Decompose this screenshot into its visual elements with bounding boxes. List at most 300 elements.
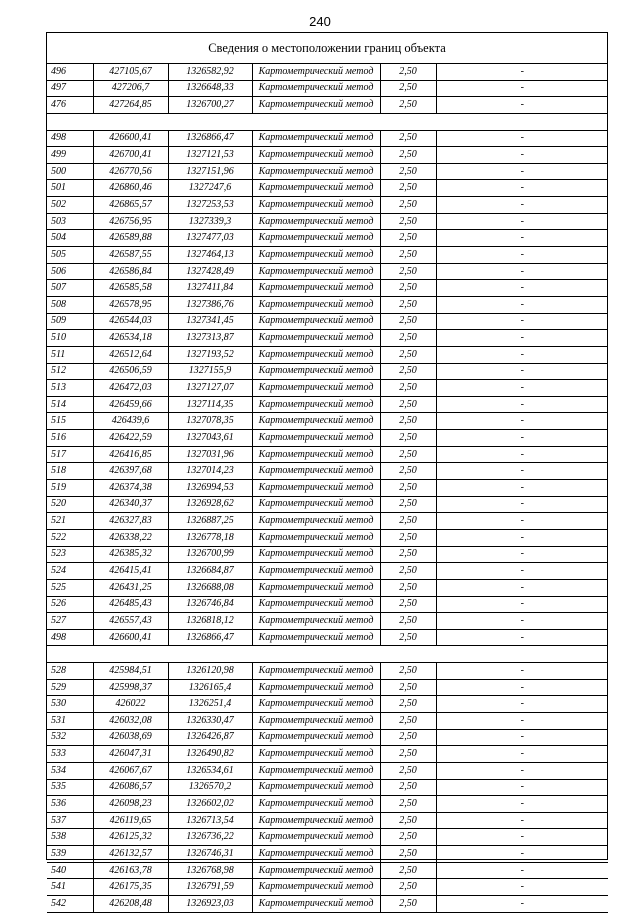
x-coordinate: 426485,43 bbox=[93, 596, 168, 613]
note: - bbox=[436, 679, 608, 696]
x-coordinate: 426544,03 bbox=[93, 313, 168, 330]
point-number: 524 bbox=[47, 563, 93, 580]
note: - bbox=[436, 147, 608, 164]
table-row bbox=[47, 363, 608, 380]
point-number: 531 bbox=[47, 712, 93, 729]
table-row bbox=[47, 180, 608, 197]
note: - bbox=[436, 280, 608, 297]
method: Картометрический метод bbox=[252, 463, 380, 480]
table-row bbox=[47, 629, 608, 646]
method: Картометрический метод bbox=[252, 446, 380, 463]
table-row bbox=[47, 263, 608, 280]
note: - bbox=[436, 163, 608, 180]
point-number: 513 bbox=[47, 380, 93, 397]
x-coordinate: 426600,41 bbox=[93, 629, 168, 646]
table-row bbox=[47, 862, 608, 879]
accuracy: 2,50 bbox=[380, 247, 436, 264]
method: Картометрический метод bbox=[252, 546, 380, 563]
x-coordinate: 426397,68 bbox=[93, 463, 168, 480]
y-coordinate: 1327428,49 bbox=[168, 263, 252, 280]
note: - bbox=[436, 346, 608, 363]
y-coordinate: 1327253,53 bbox=[168, 197, 252, 214]
note: - bbox=[436, 579, 608, 596]
method: Картометрический метод bbox=[252, 413, 380, 430]
note: - bbox=[436, 663, 608, 680]
y-coordinate: 1326768,98 bbox=[168, 862, 252, 879]
method: Картометрический метод bbox=[252, 796, 380, 813]
point-number: 523 bbox=[47, 546, 93, 563]
table-row bbox=[47, 529, 608, 546]
x-coordinate: 426439,6 bbox=[93, 413, 168, 430]
y-coordinate: 1326866,47 bbox=[168, 130, 252, 147]
x-coordinate: 426431,25 bbox=[93, 579, 168, 596]
group-separator bbox=[47, 646, 608, 663]
accuracy: 2,50 bbox=[380, 147, 436, 164]
x-coordinate: 426416,85 bbox=[93, 446, 168, 463]
y-coordinate: 1326165,4 bbox=[168, 679, 252, 696]
y-coordinate: 1326602,02 bbox=[168, 796, 252, 813]
point-number: 536 bbox=[47, 796, 93, 813]
y-coordinate: 1327341,45 bbox=[168, 313, 252, 330]
method: Картометрический метод bbox=[252, 779, 380, 796]
note: - bbox=[436, 130, 608, 147]
method: Картометрический метод bbox=[252, 346, 380, 363]
table-row bbox=[47, 97, 608, 114]
point-number: 496 bbox=[47, 64, 93, 80]
method: Картометрический метод bbox=[252, 762, 380, 779]
method: Картометрический метод bbox=[252, 896, 380, 913]
y-coordinate: 1326818,12 bbox=[168, 613, 252, 630]
accuracy: 2,50 bbox=[380, 380, 436, 397]
table-row bbox=[47, 829, 608, 846]
group-separator bbox=[47, 113, 608, 130]
note: - bbox=[436, 296, 608, 313]
point-number: 526 bbox=[47, 596, 93, 613]
accuracy: 2,50 bbox=[380, 663, 436, 680]
method: Картометрический метод bbox=[252, 163, 380, 180]
x-coordinate: 426422,59 bbox=[93, 430, 168, 447]
note: - bbox=[436, 613, 608, 630]
y-coordinate: 1326994,53 bbox=[168, 480, 252, 497]
note: - bbox=[436, 829, 608, 846]
method: Картометрический метод bbox=[252, 313, 380, 330]
y-coordinate: 1326490,82 bbox=[168, 746, 252, 763]
y-coordinate: 1326866,47 bbox=[168, 629, 252, 646]
x-coordinate: 426125,32 bbox=[93, 829, 168, 846]
x-coordinate: 426585,58 bbox=[93, 280, 168, 297]
accuracy: 2,50 bbox=[380, 230, 436, 247]
method: Картометрический метод bbox=[252, 247, 380, 264]
table-row bbox=[47, 396, 608, 413]
table-row bbox=[47, 846, 608, 863]
point-number: 537 bbox=[47, 812, 93, 829]
accuracy: 2,50 bbox=[380, 613, 436, 630]
table-row bbox=[47, 796, 608, 813]
point-number: 506 bbox=[47, 263, 93, 280]
point-number: 533 bbox=[47, 746, 93, 763]
x-coordinate: 426756,95 bbox=[93, 213, 168, 230]
note: - bbox=[436, 696, 608, 713]
accuracy: 2,50 bbox=[380, 563, 436, 580]
method: Картометрический метод bbox=[252, 746, 380, 763]
table-row bbox=[47, 596, 608, 613]
accuracy: 2,50 bbox=[380, 163, 436, 180]
table-row bbox=[47, 729, 608, 746]
method: Картометрический метод bbox=[252, 80, 380, 97]
method: Картометрический метод bbox=[252, 280, 380, 297]
note: - bbox=[436, 812, 608, 829]
x-coordinate: 426586,84 bbox=[93, 263, 168, 280]
point-number: 503 bbox=[47, 213, 93, 230]
x-coordinate: 426047,31 bbox=[93, 746, 168, 763]
method: Картометрический метод bbox=[252, 496, 380, 513]
x-coordinate: 426385,32 bbox=[93, 546, 168, 563]
note: - bbox=[436, 463, 608, 480]
table-row bbox=[47, 513, 608, 530]
accuracy: 2,50 bbox=[380, 280, 436, 297]
method: Картометрический метод bbox=[252, 97, 380, 114]
note: - bbox=[436, 546, 608, 563]
point-number: 522 bbox=[47, 529, 93, 546]
y-coordinate: 1327031,96 bbox=[168, 446, 252, 463]
point-number: 521 bbox=[47, 513, 93, 530]
x-coordinate: 426865,57 bbox=[93, 197, 168, 214]
table-row bbox=[47, 563, 608, 580]
table-row bbox=[47, 663, 608, 680]
point-number: 505 bbox=[47, 247, 93, 264]
x-coordinate: 426374,38 bbox=[93, 480, 168, 497]
accuracy: 2,50 bbox=[380, 829, 436, 846]
x-coordinate: 426067,67 bbox=[93, 762, 168, 779]
accuracy: 2,50 bbox=[380, 363, 436, 380]
note: - bbox=[436, 430, 608, 447]
method: Картометрический метод bbox=[252, 197, 380, 214]
table-row bbox=[47, 280, 608, 297]
y-coordinate: 1327411,84 bbox=[168, 280, 252, 297]
x-coordinate: 426022 bbox=[93, 696, 168, 713]
point-number: 516 bbox=[47, 430, 93, 447]
x-coordinate: 426098,23 bbox=[93, 796, 168, 813]
point-number: 530 bbox=[47, 696, 93, 713]
point-number: 542 bbox=[47, 896, 93, 913]
point-number: 528 bbox=[47, 663, 93, 680]
x-coordinate: 426132,57 bbox=[93, 846, 168, 863]
point-number: 520 bbox=[47, 496, 93, 513]
x-coordinate: 425998,37 bbox=[93, 679, 168, 696]
table-row bbox=[47, 496, 608, 513]
note: - bbox=[436, 746, 608, 763]
table-row bbox=[47, 896, 608, 913]
point-number: 500 bbox=[47, 163, 93, 180]
note: - bbox=[436, 380, 608, 397]
x-coordinate: 426032,08 bbox=[93, 712, 168, 729]
table-row bbox=[47, 762, 608, 779]
table-row bbox=[47, 746, 608, 763]
note: - bbox=[436, 80, 608, 97]
x-coordinate: 426512,64 bbox=[93, 346, 168, 363]
method: Картометрический метод bbox=[252, 64, 380, 80]
method: Картометрический метод bbox=[252, 430, 380, 447]
y-coordinate: 1327339,3 bbox=[168, 213, 252, 230]
note: - bbox=[436, 496, 608, 513]
note: - bbox=[436, 762, 608, 779]
note: - bbox=[436, 629, 608, 646]
method: Картометрический метод bbox=[252, 846, 380, 863]
point-number: 519 bbox=[47, 480, 93, 497]
note: - bbox=[436, 363, 608, 380]
accuracy: 2,50 bbox=[380, 879, 436, 896]
accuracy: 2,50 bbox=[380, 396, 436, 413]
point-number: 535 bbox=[47, 779, 93, 796]
note: - bbox=[436, 712, 608, 729]
y-coordinate: 1326330,47 bbox=[168, 712, 252, 729]
accuracy: 2,50 bbox=[380, 346, 436, 363]
table-row bbox=[47, 230, 608, 247]
y-coordinate: 1327151,96 bbox=[168, 163, 252, 180]
accuracy: 2,50 bbox=[380, 430, 436, 447]
table-row bbox=[47, 480, 608, 497]
table-row bbox=[47, 679, 608, 696]
table-row bbox=[47, 346, 608, 363]
accuracy: 2,50 bbox=[380, 130, 436, 147]
x-coordinate: 426600,41 bbox=[93, 130, 168, 147]
table-row bbox=[47, 213, 608, 230]
table-row bbox=[47, 712, 608, 729]
note: - bbox=[436, 729, 608, 746]
point-number: 476 bbox=[47, 97, 93, 114]
x-coordinate: 426338,22 bbox=[93, 529, 168, 546]
x-coordinate: 426163,78 bbox=[93, 862, 168, 879]
table-row bbox=[47, 64, 608, 80]
method: Картометрический метод bbox=[252, 563, 380, 580]
x-coordinate: 426340,37 bbox=[93, 496, 168, 513]
point-number: 497 bbox=[47, 80, 93, 97]
table-row bbox=[47, 313, 608, 330]
y-coordinate: 1326746,84 bbox=[168, 596, 252, 613]
y-coordinate: 1327155,9 bbox=[168, 363, 252, 380]
y-coordinate: 1326582,92 bbox=[168, 64, 252, 80]
method: Картометрический метод bbox=[252, 579, 380, 596]
method: Картометрический метод bbox=[252, 230, 380, 247]
x-coordinate: 426038,69 bbox=[93, 729, 168, 746]
x-coordinate: 427206,7 bbox=[93, 80, 168, 97]
table-row bbox=[47, 430, 608, 447]
note: - bbox=[436, 180, 608, 197]
y-coordinate: 1326778,18 bbox=[168, 529, 252, 546]
point-number: 511 bbox=[47, 346, 93, 363]
point-number: 541 bbox=[47, 879, 93, 896]
x-coordinate: 426557,43 bbox=[93, 613, 168, 630]
table-row bbox=[47, 696, 608, 713]
accuracy: 2,50 bbox=[380, 846, 436, 863]
y-coordinate: 1326688,08 bbox=[168, 579, 252, 596]
y-coordinate: 1326570,2 bbox=[168, 779, 252, 796]
x-coordinate: 426578,95 bbox=[93, 296, 168, 313]
accuracy: 2,50 bbox=[380, 796, 436, 813]
accuracy: 2,50 bbox=[380, 596, 436, 613]
table-row bbox=[47, 80, 608, 97]
y-coordinate: 1327043,61 bbox=[168, 430, 252, 447]
y-coordinate: 1326534,61 bbox=[168, 762, 252, 779]
note: - bbox=[436, 862, 608, 879]
y-coordinate: 1326700,27 bbox=[168, 97, 252, 114]
table-row bbox=[47, 130, 608, 147]
boundary-table-frame bbox=[46, 32, 608, 909]
method: Картометрический метод bbox=[252, 829, 380, 846]
point-number: 512 bbox=[47, 363, 93, 380]
point-number: 515 bbox=[47, 413, 93, 430]
accuracy: 2,50 bbox=[380, 762, 436, 779]
x-coordinate: 426534,18 bbox=[93, 330, 168, 347]
x-coordinate: 426472,03 bbox=[93, 380, 168, 397]
accuracy: 2,50 bbox=[380, 313, 436, 330]
accuracy: 2,50 bbox=[380, 180, 436, 197]
y-coordinate: 1327386,76 bbox=[168, 296, 252, 313]
accuracy: 2,50 bbox=[380, 496, 436, 513]
x-coordinate: 426589,88 bbox=[93, 230, 168, 247]
x-coordinate: 426700,41 bbox=[93, 147, 168, 164]
x-coordinate: 427264,85 bbox=[93, 97, 168, 114]
note: - bbox=[436, 197, 608, 214]
method: Картометрический метод bbox=[252, 513, 380, 530]
table-row bbox=[47, 247, 608, 264]
method: Картометрический метод bbox=[252, 679, 380, 696]
y-coordinate: 1327464,13 bbox=[168, 247, 252, 264]
point-number: 510 bbox=[47, 330, 93, 347]
note: - bbox=[436, 896, 608, 913]
accuracy: 2,50 bbox=[380, 862, 436, 879]
y-coordinate: 1327193,52 bbox=[168, 346, 252, 363]
note: - bbox=[436, 480, 608, 497]
point-number: 518 bbox=[47, 463, 93, 480]
method: Картометрический метод bbox=[252, 130, 380, 147]
note: - bbox=[436, 64, 608, 80]
method: Картометрический метод bbox=[252, 330, 380, 347]
point-number: 509 bbox=[47, 313, 93, 330]
table-row bbox=[47, 812, 608, 829]
accuracy: 2,50 bbox=[380, 97, 436, 114]
note: - bbox=[436, 230, 608, 247]
x-coordinate: 426506,59 bbox=[93, 363, 168, 380]
method: Картометрический метод bbox=[252, 529, 380, 546]
group-separator-cell bbox=[47, 113, 608, 130]
table-row bbox=[47, 546, 608, 563]
method: Картометрический метод bbox=[252, 729, 380, 746]
note: - bbox=[436, 879, 608, 896]
accuracy: 2,50 bbox=[380, 80, 436, 97]
y-coordinate: 1327247,6 bbox=[168, 180, 252, 197]
note: - bbox=[436, 529, 608, 546]
note: - bbox=[436, 263, 608, 280]
method: Картометрический метод bbox=[252, 213, 380, 230]
point-number: 525 bbox=[47, 579, 93, 596]
accuracy: 2,50 bbox=[380, 480, 436, 497]
y-coordinate: 1326713,54 bbox=[168, 812, 252, 829]
point-number: 540 bbox=[47, 862, 93, 879]
method: Картометрический метод bbox=[252, 480, 380, 497]
point-number: 508 bbox=[47, 296, 93, 313]
accuracy: 2,50 bbox=[380, 529, 436, 546]
point-number: 504 bbox=[47, 230, 93, 247]
x-coordinate: 426208,48 bbox=[93, 896, 168, 913]
point-number: 514 bbox=[47, 396, 93, 413]
y-coordinate: 1327014,23 bbox=[168, 463, 252, 480]
table-row bbox=[47, 197, 608, 214]
point-number: 538 bbox=[47, 829, 93, 846]
x-coordinate: 426415,41 bbox=[93, 563, 168, 580]
accuracy: 2,50 bbox=[380, 712, 436, 729]
table-row bbox=[47, 413, 608, 430]
accuracy: 2,50 bbox=[380, 696, 436, 713]
x-coordinate: 426770,56 bbox=[93, 163, 168, 180]
accuracy: 2,50 bbox=[380, 513, 436, 530]
y-coordinate: 1326746,31 bbox=[168, 846, 252, 863]
page-number: 240 bbox=[309, 14, 331, 29]
table-row bbox=[47, 163, 608, 180]
table-row bbox=[47, 613, 608, 630]
method: Картометрический метод bbox=[252, 596, 380, 613]
note: - bbox=[436, 97, 608, 114]
method: Картометрический метод bbox=[252, 613, 380, 630]
y-coordinate: 1326426,87 bbox=[168, 729, 252, 746]
y-coordinate: 1327313,87 bbox=[168, 330, 252, 347]
x-coordinate: 426459,66 bbox=[93, 396, 168, 413]
table-heading: Сведения о местоположении границ объекта bbox=[47, 33, 607, 64]
y-coordinate: 1327121,53 bbox=[168, 147, 252, 164]
method: Картометрический метод bbox=[252, 812, 380, 829]
note: - bbox=[436, 779, 608, 796]
accuracy: 2,50 bbox=[380, 629, 436, 646]
point-number: 527 bbox=[47, 613, 93, 630]
x-coordinate: 426587,55 bbox=[93, 247, 168, 264]
accuracy: 2,50 bbox=[380, 579, 436, 596]
accuracy: 2,50 bbox=[380, 746, 436, 763]
method: Картометрический метод bbox=[252, 712, 380, 729]
note: - bbox=[436, 247, 608, 264]
table-row bbox=[47, 330, 608, 347]
note: - bbox=[436, 213, 608, 230]
accuracy: 2,50 bbox=[380, 213, 436, 230]
table-row bbox=[47, 579, 608, 596]
accuracy: 2,50 bbox=[380, 812, 436, 829]
y-coordinate: 1326791,59 bbox=[168, 879, 252, 896]
note: - bbox=[436, 513, 608, 530]
y-coordinate: 1326684,87 bbox=[168, 563, 252, 580]
table-row bbox=[47, 147, 608, 164]
accuracy: 2,50 bbox=[380, 546, 436, 563]
point-number: 539 bbox=[47, 846, 93, 863]
x-coordinate: 426119,65 bbox=[93, 812, 168, 829]
accuracy: 2,50 bbox=[380, 463, 436, 480]
accuracy: 2,50 bbox=[380, 413, 436, 430]
table-row bbox=[47, 296, 608, 313]
method: Картометрический метод bbox=[252, 396, 380, 413]
method: Картометрический метод bbox=[252, 663, 380, 680]
table-row bbox=[47, 779, 608, 796]
note: - bbox=[436, 446, 608, 463]
note: - bbox=[436, 796, 608, 813]
note: - bbox=[436, 396, 608, 413]
y-coordinate: 1326700,99 bbox=[168, 546, 252, 563]
coordinates-table bbox=[47, 64, 608, 913]
point-number: 517 bbox=[47, 446, 93, 463]
accuracy: 2,50 bbox=[380, 296, 436, 313]
table-row bbox=[47, 380, 608, 397]
y-coordinate: 1327078,35 bbox=[168, 413, 252, 430]
accuracy: 2,50 bbox=[380, 729, 436, 746]
y-coordinate: 1326120,98 bbox=[168, 663, 252, 680]
point-number: 502 bbox=[47, 197, 93, 214]
